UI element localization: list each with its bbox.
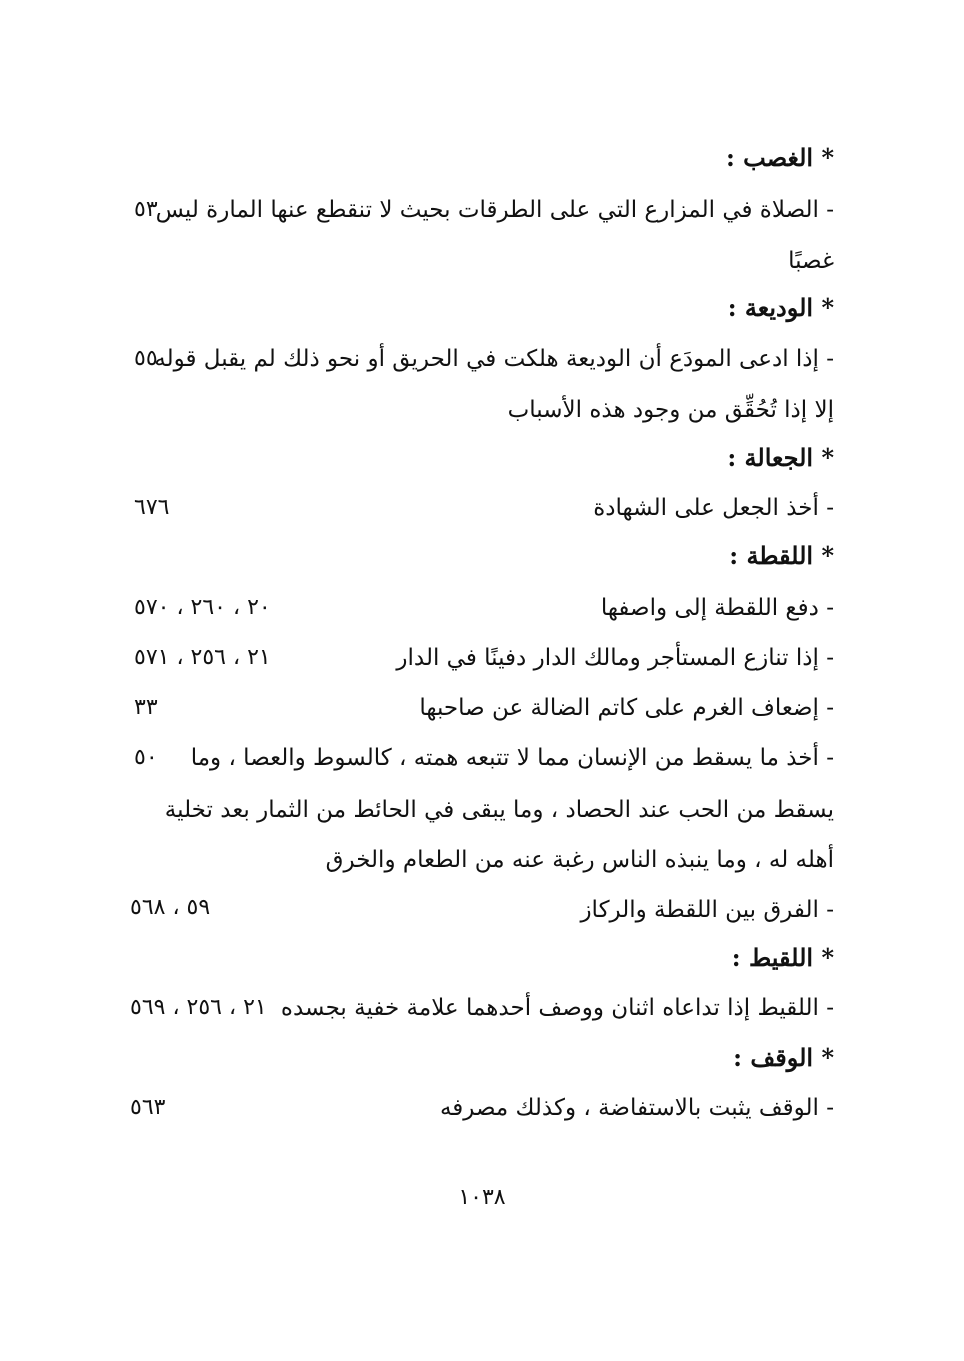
- entry-page-numbers: ٢١ ، ٢٥٦ ، ٥٦٩: [130, 995, 267, 1020]
- entry-line: غصبًا: [788, 248, 834, 274]
- entry-line: - الوقف يثبت بالاستفاضة ، وكذلك مصرفه: [439, 1095, 834, 1121]
- entry-page-numbers: ٢٠ ، ٢٦٠ ، ٥٧٠: [134, 595, 271, 620]
- section-heading-laqit: * اللقيط :: [731, 943, 834, 972]
- entry-line: - دفع اللقطة إلى واصفها: [600, 595, 834, 621]
- entry-line: - أخذ الجعل على الشهادة: [593, 495, 834, 521]
- section-heading-waqf: * الوقف :: [733, 1043, 834, 1072]
- entry-line: - إذا تنازع المستأجر ومالك الدار دفينًا في الدار: [396, 645, 834, 671]
- entry-line: - إذا ادعى المودَع أن الوديعة هلكت في الحريق أو نحو ذلك لم يقبل قوله: [154, 346, 834, 372]
- entry-line: أهله له ، وما ينبذه الناس رغبة عنه من الطعام والخرق: [325, 847, 834, 873]
- entry-line: - الصلاة في المزارع التي على الطرقات بحيث لا تنقطع عنها المارة ليس: [155, 197, 834, 223]
- entry-line: - الفرق بين اللقطة والركاز: [580, 897, 834, 923]
- section-heading-luqata: * اللقطة :: [729, 541, 834, 570]
- entry-line: - إضعاف الغرم على كاتم الضالة عن صاحبها: [419, 695, 834, 721]
- entry-page-numbers: ٥٦٣: [130, 1095, 166, 1120]
- entry-page-numbers: ٥٩ ، ٥٦٨: [130, 895, 211, 920]
- entry-line: - اللقيط إذا تداعاه اثنان ووصف أحدهما علامة خفية بجسده: [280, 995, 834, 1021]
- entry-line: إلا إذا تُحُقِّق من وجود هذه الأسباب: [507, 397, 834, 423]
- entry-line: يسقط من الحب عند الحصاد ، وما يبقى في الحائط من الثمار بعد تخلية: [164, 797, 834, 823]
- entry-page-numbers: ٣٣: [134, 695, 158, 720]
- entry-page-numbers: ٥٥: [134, 346, 158, 371]
- entry-line: - أخذ ما يسقط من الإنسان مما لا تتبعه همته ، كالسوط والعصا ، وما: [190, 745, 834, 771]
- section-heading-wadia: * الوديعة :: [727, 293, 834, 322]
- entry-page-numbers: ٥٠: [134, 745, 158, 770]
- page-number: ١٠٣٨: [458, 1185, 506, 1210]
- entry-page-numbers: ٢١ ، ٢٥٦ ، ٥٧١: [134, 645, 271, 670]
- section-heading-ghasb: * الغصب :: [725, 143, 834, 172]
- entry-page-numbers: ٦٧٦: [134, 495, 170, 520]
- entry-page-numbers: ٥٣: [134, 197, 158, 222]
- section-heading-juala: * الجعالة :: [727, 443, 834, 472]
